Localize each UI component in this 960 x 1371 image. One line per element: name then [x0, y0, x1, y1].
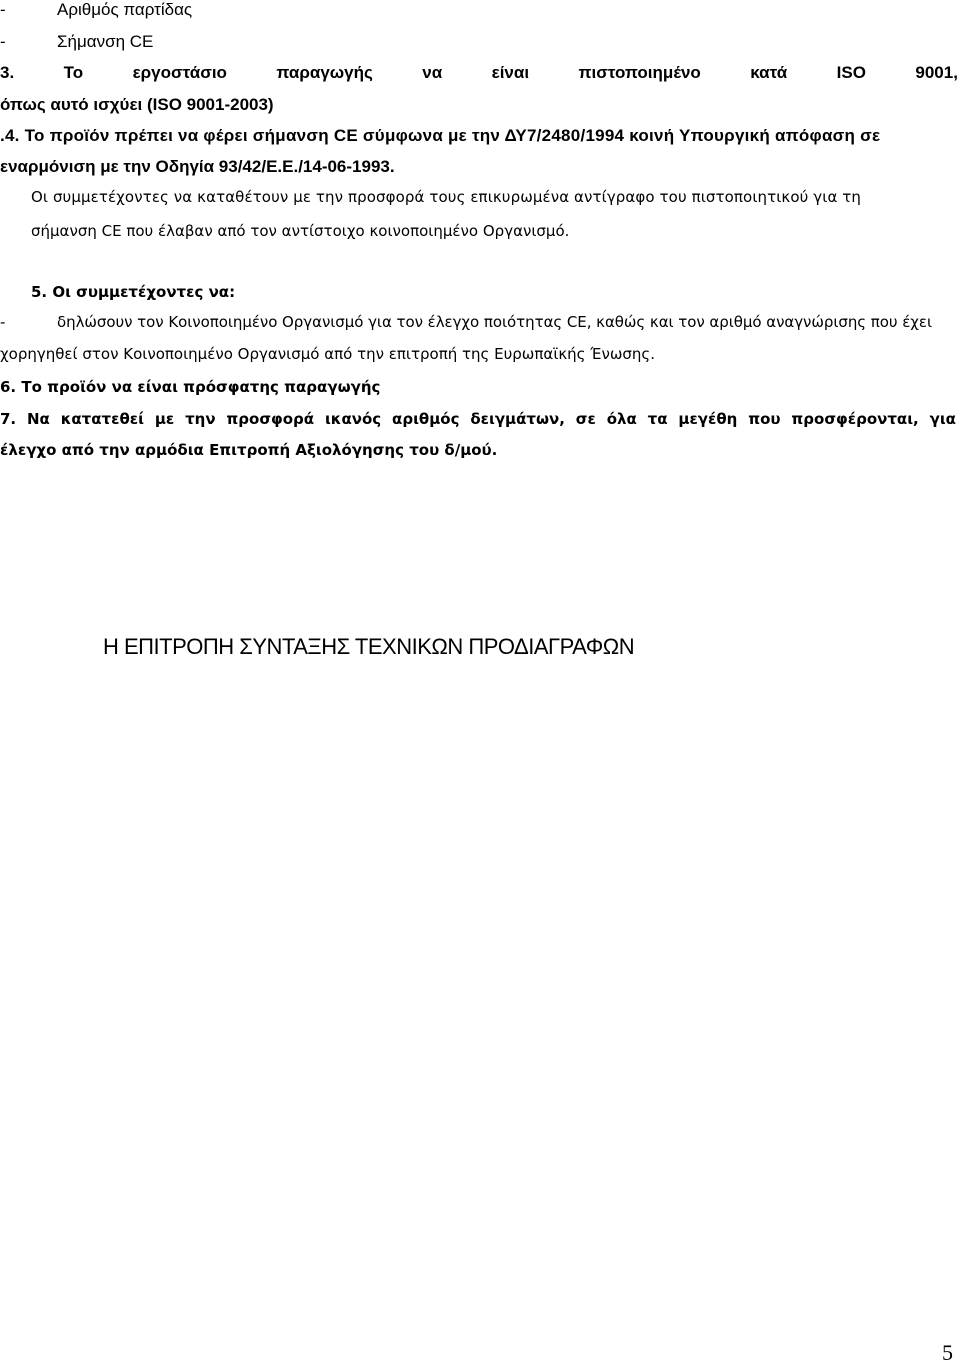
item-6: 6. Το προϊόν να είναι πρόσφατης παραγωγής [0, 378, 381, 396]
word: τα [647, 410, 668, 428]
item-4-line-2: εναρμόνιση με την Οδηγία 93/42/Ε.Ε./14-06-1993. [0, 157, 395, 176]
item-7-line-2: έλεγχο από την αρμόδια Επιτροπή Αξιολόγησης του δ/μού. [0, 441, 498, 459]
item-5-dash: - [0, 313, 6, 331]
word: σε [575, 410, 596, 428]
word: για [929, 410, 956, 428]
item-5-heading: 5. Οι συμμετέχοντες να: [31, 283, 236, 301]
bullet-dash: - [0, 0, 6, 19]
word: κατά [750, 63, 788, 82]
word: που [748, 410, 781, 428]
word: 9001, [915, 63, 958, 82]
page-number: 5 [942, 1340, 953, 1365]
word: Το [63, 63, 84, 82]
word: είναι [491, 63, 530, 82]
word: ISO [836, 63, 866, 82]
word: εργοστάσιο [132, 63, 227, 82]
bullet-text: Σήμανση CE [57, 32, 154, 51]
item-5-line-1: δηλώσουν τον Κοινοποιημένο Οργανισμό για τον έλεγχο ποιότητας CE, καθώς και τον αριθμό αναγνώρισης που έχει [57, 313, 932, 331]
word: την [185, 410, 216, 428]
word: ικανός [324, 410, 382, 428]
item-5-line-2: χορηγηθεί στον Κοινοποιημένο Οργανισμό από την επιτροπή της Ευρωπαϊκής Ένωσης. [0, 345, 655, 363]
word: κατατεθεί [60, 410, 144, 428]
word: 7. [0, 410, 17, 428]
word: με [154, 410, 175, 428]
bullet-dash: - [0, 32, 6, 51]
word: Να [27, 410, 50, 428]
word: 3. [0, 63, 15, 82]
word: να [422, 63, 443, 82]
word: όλα [606, 410, 637, 428]
item-3-line-1 [0, 63, 958, 83]
word: πιστοποιημένο [578, 63, 701, 82]
word: αριθμός [392, 410, 460, 428]
word: προσφορά [226, 410, 315, 428]
item-4-note-line-2: σήμανση CE που έλαβαν από τον αντίστοιχο κοινοποιημένο Οργανισμό. [31, 222, 570, 240]
committee-signature: Η ΕΠΙΤΡΟΠΗ ΣΥΝΤΑΞΗΣ ΤΕΧΝΙΚΩΝ ΠΡΟΔΙΑΓΡΑΦΩΝ [103, 634, 635, 659]
item-7-line-1 [0, 410, 956, 428]
word: παραγωγής [276, 63, 373, 82]
item-4-line-1: .4. Το προϊόν πρέπει να φέρει σήμανση CE σύμφωνα με την ΔΥ7/2480/1994 κοινή Υπουργική απόφαση σε [0, 126, 881, 145]
bullet-text: Αριθμός παρτίδας [57, 0, 193, 19]
word: μεγέθη [678, 410, 738, 428]
word: δειγμάτων, [470, 410, 565, 428]
word: προσφέρονται, [791, 410, 919, 428]
bullet-batch-number [0, 0, 193, 20]
bullet-ce-marking [0, 32, 154, 52]
item-4-note-line-1: Οι συμμετέχοντες να καταθέτουν με την προσφορά τους επικυρωμένα αντίγραφο του πιστοποιητικού για τη [31, 188, 862, 206]
item-3-line-2: όπως αυτό ισχύει (ISO 9001-2003) [0, 95, 274, 114]
